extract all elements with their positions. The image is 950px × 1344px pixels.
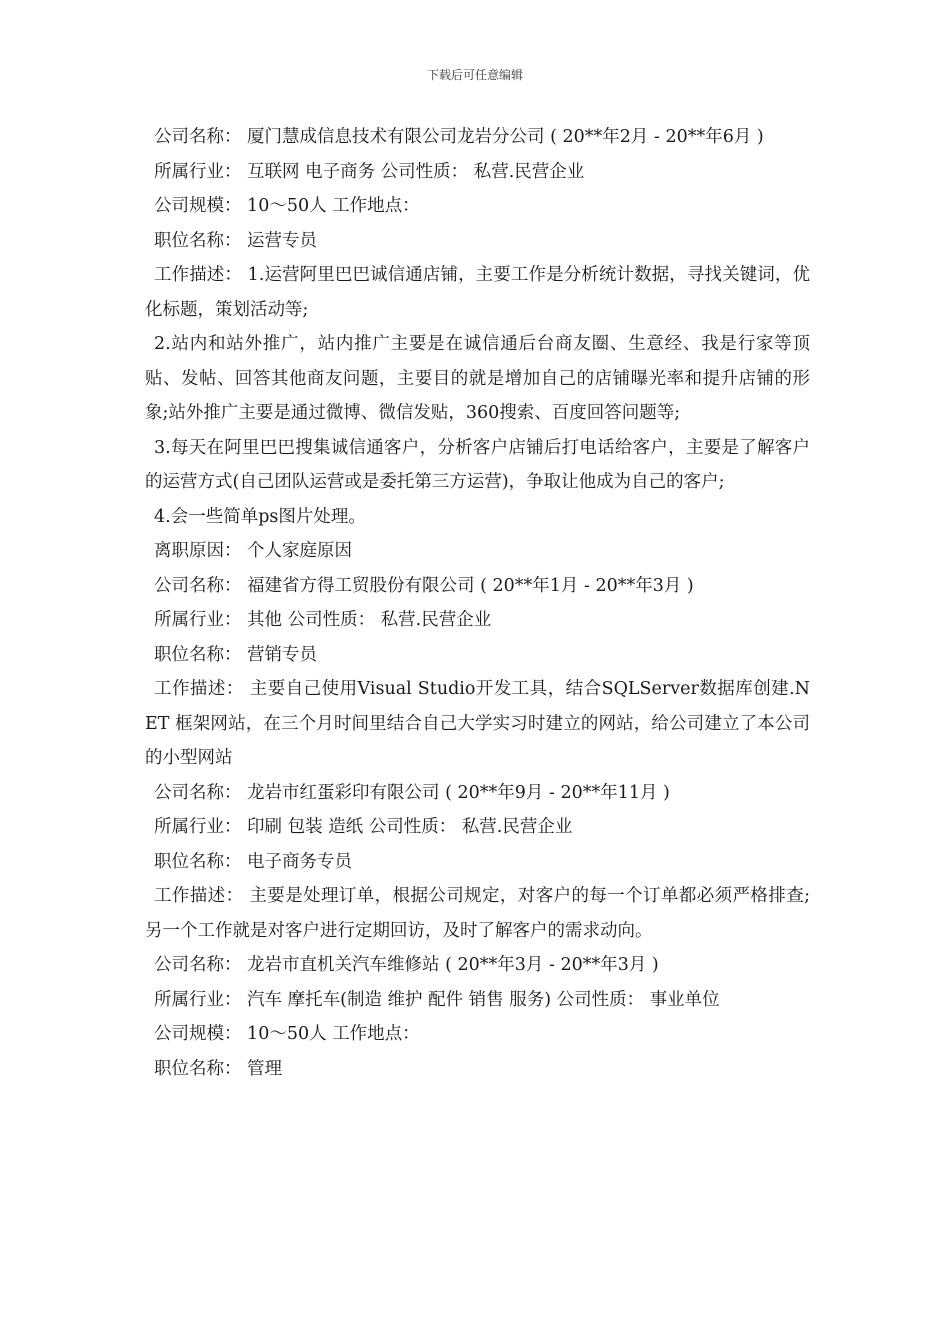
industry-line: 所属行业： 印刷 包装 造纸 公司性质： 私营.民营企业 — [154, 817, 573, 837]
position-line: 职位名称： 电子商务专员 — [154, 851, 353, 872]
leave-reason-line: 离职原因： 个人家庭原因 — [154, 541, 353, 561]
job-description-item: 4.会一些简单ps图片处理。 — [154, 506, 366, 527]
company-name-line: 公司名称： 龙岩市直机关汽车维修站 ( 20**年3月 - 20**年3月 ) — [154, 955, 659, 975]
job-description-item: 2.站内和站外推广，站内推广主要是在诚信通后台商友圈、生意经、我是行家等顶贴、发帖、回答其他商友问题，主要目的就是增加自己的店铺曝光率和提升店铺的形象;站外推广主要是通过微博、微信发贴，360搜索、百度回答问题等; — [145, 334, 810, 423]
company-size-line: 公司规模： 10～50人 工作地点： — [154, 196, 420, 216]
position-line: 职位名称： 管理 — [154, 1058, 283, 1079]
job-description-item: 3.每天在阿里巴巴搜集诚信通客户，分析客户店铺后打电话给客户，主要是了解客户的运营方式(自己团队运营或是委托第三方运营)，争取让他成为自己的客户; — [145, 437, 810, 492]
page-header: 下载后可任意编辑 — [426, 68, 523, 82]
position-line: 职位名称： 营销专员 — [154, 644, 318, 665]
company-name-line: 公司名称： 龙岩市红蛋彩印有限公司 ( 20**年9月 - 20**年11月 ) — [154, 782, 670, 803]
company-size-line: 公司规模： 10～50人 工作地点： — [154, 1024, 420, 1044]
resume-work-experience — [145, 120, 810, 1086]
company-name-line: 公司名称： 厦门慧成信息技术有限公司龙岩分公司 ( 20**年2月 - 20**年6月 ) — [154, 127, 764, 147]
industry-line: 所属行业： 其他 公司性质： 私营.民营企业 — [154, 610, 492, 630]
industry-line: 所属行业： 汽车 摩托车(制造 维护 配件 销售 服务) 公司性质： 事业单位 — [154, 989, 720, 1010]
company-name-line: 公司名称： 福建省方得工贸股份有限公司 ( 20**年1月 - 20**年3月 ) — [154, 575, 694, 596]
position-line: 职位名称： 运营专员 — [154, 230, 318, 251]
job-description-line: 工作描述： 主要自己使用Visual Studio开发工具，结合SQLServer数据库创建.NET 框架网站，在三个月时间里结合自己大学实习时建立的网站，给公司建立了本公司的小型网站 — [145, 679, 810, 768]
industry-line: 所属行业： 互联网 电子商务 公司性质： 私营.民营企业 — [154, 161, 585, 182]
job-description-line: 工作描述： 主要是处理订单，根据公司规定，对客户的每一个订单都必须严格排查;另一个工作就是对客户进行定期回访，及时了解客户的需求动向。 — [145, 886, 810, 941]
job-description-line: 工作描述： 1.运营阿里巴巴诚信通店铺，主要工作是分析统计数据，寻找关键词，优化标题，策划活动等; — [145, 265, 810, 320]
